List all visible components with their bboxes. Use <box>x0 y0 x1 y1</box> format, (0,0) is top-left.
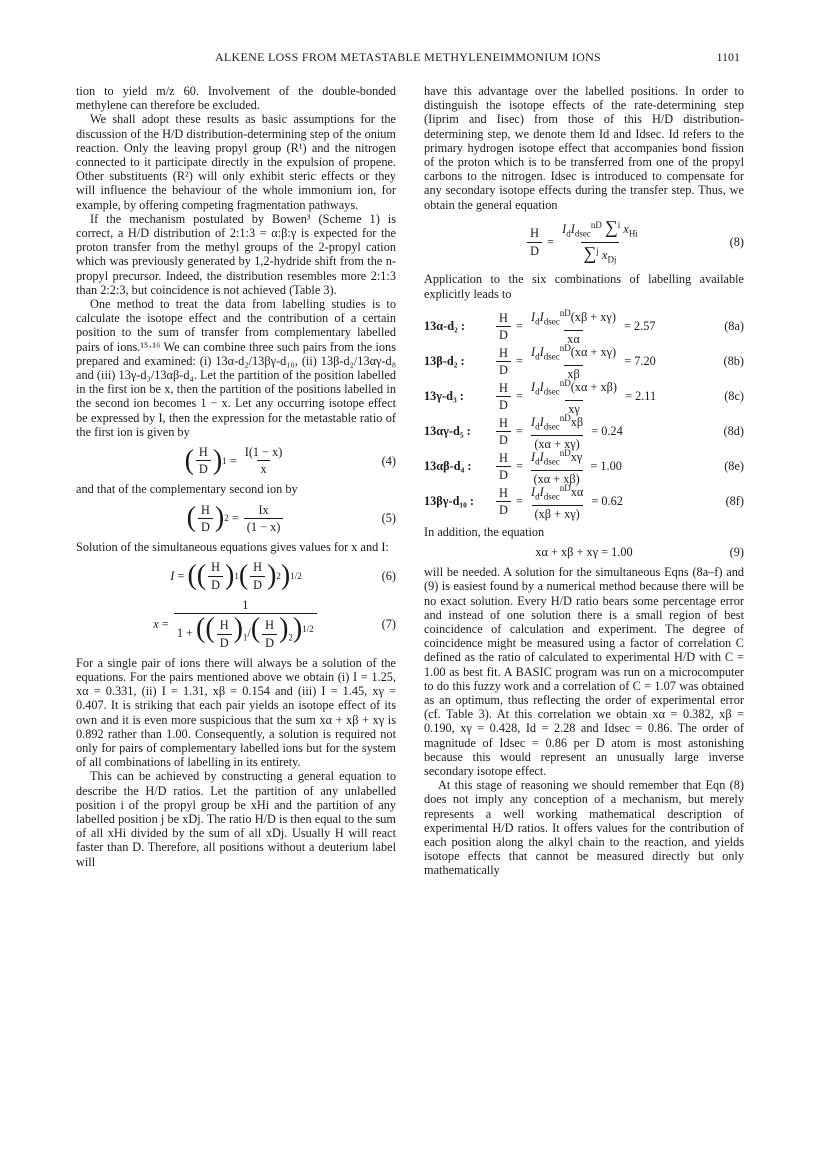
equation-7: x = 1 1 + (( $\frac{H}{D}$ )$_1/$( $\frac{H}{D}$ )$_2)^{1/2}$ (7) <box>153 597 396 650</box>
equation-number: (8) <box>729 234 744 249</box>
paragraph: have this advantage over the labelled positions. In order to distinguish the isotope effects of the rate-determining step (Iiprim and Iisec) from those of this H/D distribution-determining step, we denote them Id and Idsec. Id refers to the primary hydrogen isotope effect that accompanies bond fission of the proton which is to be transferred from one of the propyl carbons to the nitrogen. Idsec is introduced to compensate for any secondary isotope effects during the transfer step. Thus, we obtain the general equation <box>424 84 744 212</box>
equation-6: I = (( $\frac{H}{D}$ ) 1 ( $\frac{H}{D}$ ) 2 ) 1/2 (6) <box>170 560 396 592</box>
equation-9: xα + xβ + xγ = 1.00 (9) <box>535 544 744 559</box>
equation-row: 13αβ-d₄ : $\frac{H}{D}$ = $\frac{I_dI_{dsec}^{nD}x\gamma}{(x\alpha + x\beta)}$ = 1.00 (8e) <box>424 448 744 487</box>
equation-number: (6) <box>381 568 396 583</box>
right-column <box>424 84 744 878</box>
equation-row: 13α-d₂ : $\frac{H}{D}$ = $\frac{I_dI_{dsec}^{nD}(x\beta + x\gamma)}{x\alpha}$ = 2.57 (8a) <box>424 308 744 347</box>
equation-number: (7) <box>381 616 396 631</box>
paragraph: In addition, the equation <box>424 524 545 539</box>
equation-number: (5) <box>381 511 396 526</box>
paragraph: Solution of the simultaneous equations gives values for x and I: <box>76 540 389 555</box>
paragraph: will be needed. A solution for the simultaneous Eqns (8a–f) and (9) is easiest found by a numerical method because there will be no exact solution. Every H/D ratio bears some percentage error and instead of one solution there is a small region of best coincidence of calculation and experiment. The degree of coincidence might be measured using a factor of correlation C defined as the ratio of calculated to experimental H/D with C = 1.00 as best fit. A BASIC program was run on a microcomputer to do this fuzzy work and a correlation of C = 1.07 was obtained as an optimum, thus reflecting the order of experimental error (cf. Table 3). At this correlation we obtain xα = 0.382, xβ = 0.190, xγ = 0.428, Id = 2.28 and Idsec = 0.86. The order of magnitude of Idsec = 0.86 per D atom is most astonishing because this would represent an unusually large inverse secondary isotope effect. <box>424 565 744 778</box>
paragraph: If the mechanism postulated by Bowen³ (Scheme 1) is correct, a H/D distribution of 2:1:3 = α:β:γ is expected for the proton transfer from the methyl groups of the 2-propyl cation which was previously generated by 1,2-hydride shift from the n-propyl precursor. Indeed, the distribution resembles more 2:1:3 than 2:2:3, but coincidence is not achieved (Table 3). <box>76 211 396 297</box>
equation-row: 13βγ-d₁₀ : $\frac{H}{D}$ = $\frac{I_dI_{dsec}^{nD}x\alpha}{(x\beta + x\gamma)}$ = 0.62 (8f) <box>424 483 744 522</box>
left-column <box>76 84 396 869</box>
equation-number: (9) <box>729 544 744 559</box>
paragraph: For a single pair of ions there will always be a solution of the equations. For the pairs mentioned above we obtain (i) I = 1.25, xα = 0.331, (ii) I = 1.31, xβ = 0.154 and (iii) I = 1.45, xγ = 0.407. It is striking that each pair yields an isotope effect of its own and it is even more suspicious that the sum xα + xβ + xγ is 0.892 rather than 1.00. Consequently, a solution is required not only for pairs of complementary labelled ions but for the system of all combinations of labelling in its entirety. <box>76 655 396 770</box>
paragraph: This can be achieved by constructing a general equation to describe the H/D ratios. Let the partition of any unlabelled position i of the propyl group be xHi and the partition of any labelled position j be xDj. The ratio H/D is then equal to the sum of all xHi divided by the sum of all xDj. Usually H will react faster than D. Therefore, all positions without a deuterium label will <box>76 769 396 869</box>
equation-number: (4) <box>381 453 396 468</box>
equation-8: $\frac{H}{D}$ = $\frac{I_dI_{dsec}^{nD} \sum^i x_{Hi}}{\sum^j x_{Dj}}$ (8) <box>424 218 744 267</box>
equation-5: ( $\frac{H}{D}$ ) 2 = $\frac{Ix}{(1 - x)}$ (5) <box>186 502 396 534</box>
page-header <box>76 50 740 68</box>
paragraph: tion to yield m/z 60. Involvement of the double-bonded methylene can therefore be excluded. <box>76 84 396 113</box>
paragraph: Application to the six combinations of labelling available explicitly leads to <box>424 272 744 301</box>
paragraph: and that of the complementary second ion by <box>76 482 298 497</box>
paragraph: One method to treat the data from labelling studies is to calculate the isotope effect and the contribution of a certain position to the sum of transfer from complementary labelled pairs of ions.¹⁵·¹⁶ We can combine three such pairs from the ions prepared and examined: (i) 13α-d₂/13βγ-d₁₀, (ii) 13β-d₂/13αγ-d₈ and (iii) 13γ-d₃/13αβ-d₄. Let the partition of the position labelled in the first ion be x, then the partition of the positions labelled in the second ion becomes 1 − x. Let any occurring isotope effect be expressed by I, then the expression for the metastable ratio of the first ion is given by <box>76 297 396 439</box>
paragraph: At this stage of reasoning we should remember that Eqn (8) does not imply any conception of a mechanism, but merely represents a well working mathematical description of experimental H/D ratios. It offers values for the contribution of each position along the alkyl chain to the reaction, and yields isotope effects that cannot be measured directly but only mathematically <box>424 778 744 878</box>
paragraph: We shall adopt these results as basic assumptions for the discussion of the H/D distribution-determining step of the onium reaction. Only the leaving propyl group (R¹) and the nitrogen connected to it participate directly in the expulsion of propene. Other substituents (R²) will only exhibit steric effects or they will influence the behaviour of the whole immonium ion, for example, by offering competing fragmentation pathways. <box>76 112 396 212</box>
equation-row: 13αγ-d₅ : $\frac{H}{D}$ = $\frac{I_dI_{dsec}^{nD}x\beta}{(x\alpha + x\gamma)}$ = 0.24 (8d) <box>424 413 744 452</box>
equation-set-8a-f <box>424 308 744 522</box>
page-number: 1101 <box>716 50 740 64</box>
running-title: ALKENE LOSS FROM METASTABLE METHYLENEIMMONIUM IONS <box>214 50 602 64</box>
equation-row: 13γ-d₃ : $\frac{H}{D}$ = $\frac{I_dI_{dsec}^{nD}(x\alpha + x\beta)}{x\gamma}$ = 2.11 (8c) <box>424 378 744 417</box>
equation-4: ( $\frac{H}{D}$ ) 1 = $\frac{I(1 - x)}{x}$ (4) <box>184 444 396 477</box>
equation-row: 13β-d₂ : $\frac{H}{D}$ = $\frac{I_dI_{dsec}^{nD}(x\alpha + x\gamma)}{x\beta}$ = 7.20 (8b) <box>424 343 744 382</box>
